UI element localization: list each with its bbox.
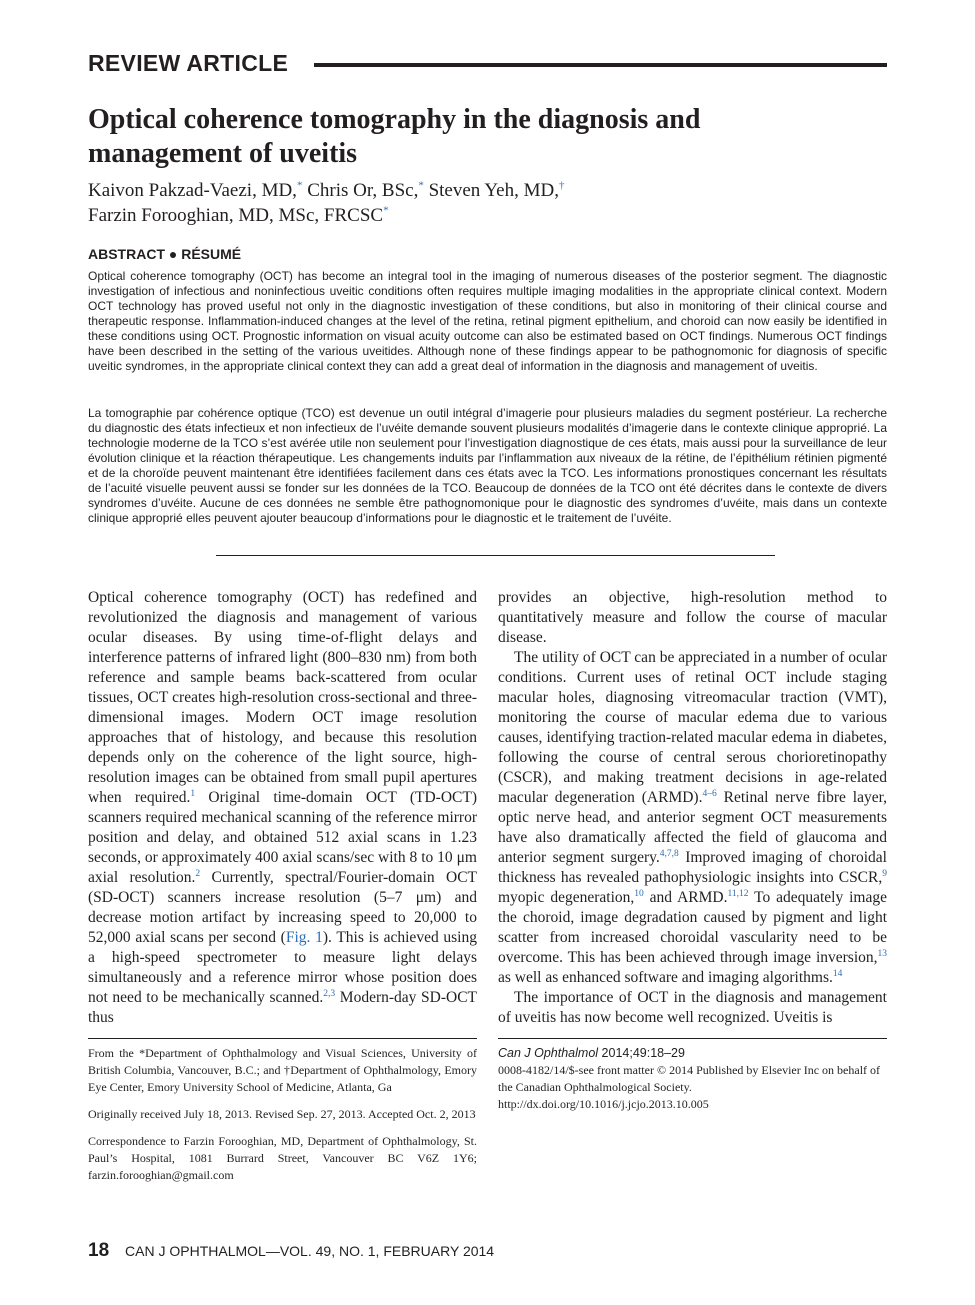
text-run: as well as enhanced software and imaging algorithms. — [498, 969, 833, 986]
publication-info — [498, 1045, 887, 1113]
reference-link[interactable]: 2,3 — [323, 988, 336, 999]
page-number: 18 — [88, 1240, 110, 1261]
reference-link[interactable]: 9 — [882, 868, 887, 879]
body-paragraph: The importance of OCT in the diagnosis and management of uveitis has now become well recognized. Uveitis is — [498, 989, 887, 1026]
abstract-heading: ABSTRACT ● RÉSUMÉ — [88, 246, 242, 262]
doi-link[interactable]: http://dx.doi.org/10.1016/j.jcjo.2013.10.005 — [498, 1097, 709, 1111]
copyright-note: 0008-4182/14/$-see front matter © 2014 Published by Elsevier Inc on behalf of the Canadian Ophthalmological Society. — [498, 1063, 881, 1094]
author-name: Farzin Forooghian, MD, MSc, FRCSC — [88, 205, 384, 226]
author-affiliation-mark[interactable]: * — [296, 179, 303, 192]
author-list — [88, 178, 808, 228]
abstract-french: La tomographie par cohérence optique (TCO) est devenue un outil intégral d’imagerie pour plusieurs maladies du segment postérieur. La recherche du diagnostic des états infectieux et non infectieux de l’uvéite demande souvent plusieurs modalités d’imagerie dans le contexte clinique approprié. La technologie moderne de la TCO s’est avérée utile non seulement pour l’investigation diagnostique de ces états, mais aussi pour la surveillance de leur évolution clinique et la réaction thérapeutique. Les changements induits par l’inflammation aux niveaux de la rétine, de l’épithélium rétinien pigmenté et de la choroïde peuvent maintenant être identifiées facilement dans ces états avec la TCO. Les informations pronostiques concernant les résultats de l’acuité visuelle peuvent aussi se fonder sur les données de la TCO. Beaucoup de données de la TCO ont été décrites dans le contexte de divers syndromes d’uvéite. Aucune de ces données ne semble être pathognomonique pour le diagnostic des syndromes d’uvéite, mais dans un contexte clinique approprié elles peuvent ajouter beaucoup d’informations pour le diagnostic et le traitement de l’uvéite. — [88, 406, 887, 525]
received-note: Originally received July 18, 2013. Revised Sep. 27, 2013. Accepted Oct. 2, 2013 — [88, 1107, 476, 1121]
section-label: REVIEW ARTICLE — [88, 50, 289, 76]
author-affiliation-mark[interactable]: * — [383, 204, 389, 217]
author-name: Steven Yeh, MD, — [428, 180, 559, 201]
body-paragraph: provides an objective, high-resolution method to quantitatively measure and follow the course of macular disease. — [498, 589, 887, 646]
header-rule — [314, 63, 887, 67]
text-run: Improved imaging of choroidal thickness has revealed pathophysiologic insights into CSCR, — [498, 849, 887, 886]
author-affiliation-mark[interactable]: † — [558, 179, 565, 192]
journal-name: Can J Ophthalmol — [498, 1046, 599, 1060]
correspondence-note: Correspondence to Farzin Forooghian, MD, Department of Ophthalmology, St. Paul’s Hospital, 1081 Burrard Street, Vancouver BC V6Z 1Y6; farzin.forooghian@gmail.com — [88, 1134, 477, 1182]
body-paragraph — [88, 588, 477, 1028]
text-run: ). This is achieved using a high-speed spectrometer to measure light delays simultaneously and a reference mirror whose position does not need to be mechanically scanned. — [88, 929, 477, 1006]
author-name: Chris Or, BSc, — [307, 180, 419, 201]
reference-link[interactable]: 4–6 — [702, 788, 717, 799]
reference-link[interactable]: 11,12 — [727, 888, 749, 899]
text-run: Currently, spectral/Fourier-domain OCT (SD-OCT) scanners increase resolution (5–7 μm) and decrease motion artifact by increasing speed to 20,000 to 52,000 axial scans per second ( — [88, 869, 477, 946]
section-header — [88, 50, 888, 80]
running-footer: CAN J OPHTHALMOL—VOL. 49, NO. 1, FEBRUARY 2014 — [125, 1243, 495, 1259]
reference-link[interactable]: 2 — [195, 868, 201, 879]
page-footer — [88, 1240, 494, 1262]
reference-link[interactable]: 4,7,8 — [659, 848, 679, 859]
reference-link[interactable]: 10 — [634, 888, 644, 899]
author-affiliation-mark[interactable]: * — [418, 179, 424, 192]
text-run: Modern-day SD-OCT thus — [88, 989, 478, 1026]
text-run: Optical coherence tomography (OCT) has redefined and revolutionized the diagnosis and management of various ocular diseases. By using time-of-flight delays and interference patterns of infrared light (800–830 nm) from both reference and sample beams back-scattered from ocular tissues, OCT creates high-resolution cross-sectional and three-dimensional images. Modern OCT image resolution approaches that of histology, and because this resolution depends only on the coherence of the light source, high-resolution images can be obtained from small pupil apertures when required. — [88, 589, 477, 806]
text-run: Original time-domain OCT (TD-OCT) scanners required mechanical scanning of the reference mirror position and delay, and obtained 512 axial scans in 1.23 seconds, or approximately 400 axial scans/sec with 8 to 10 μm axial resolution. — [88, 789, 477, 886]
reference-link[interactable]: 13 — [877, 948, 887, 959]
pubinfo-divider — [498, 1038, 887, 1039]
figure-link[interactable]: Fig. 1 — [285, 929, 323, 946]
abstract-english: Optical coherence tomography (OCT) has become an integral tool in the imaging of numerous diseases of the posterior segment. The diagnostic investigation of infectious and noninfectious uveitic conditions often requires multiple imaging modalities in the appropriate clinical context. Modern OCT technology has proved useful not only in the diagnostic investigation of these conditions, but also in monitoring of their clinical course and therapeutic response. Inflammation-induced changes at the level of the retina, retinal pigment epithelium, and choroid can now easily be identified in these conditions using OCT. Prognostic information on visual acuity outcome can also be estimated based on OCT findings. Numerous OCT findings have been described in the setting of the various uveitides. Although none of these findings appear to be pathognomonic for diagnosis of specific uveitic syndromes, in the appropriate clinical context they can add a great deal of information in the diagnosis and management of uveitis. — [88, 269, 887, 373]
footnotes — [88, 1045, 477, 1194]
footnote-divider — [88, 1038, 477, 1039]
text-run: and ARMD. — [643, 889, 728, 906]
abstract-divider — [216, 555, 775, 556]
author-name: Kaivon Pakzad-Vaezi, MD, — [88, 180, 297, 201]
citation-text: 2014;49:18–29 — [598, 1046, 685, 1060]
article-title: Optical coherence tomography in the diagnosis and management of uveitis — [88, 104, 701, 169]
body-column-right — [498, 588, 887, 1028]
journal-citation — [498, 1045, 887, 1062]
body-column-left — [88, 588, 477, 1028]
reference-link[interactable]: 14 — [832, 968, 843, 979]
reference-link[interactable]: 1 — [190, 788, 196, 799]
text-run: myopic degeneration, — [498, 889, 635, 906]
text-run: Retinal nerve fibre layer, optic nerve head, and anterior segment OCT measurements have also dramatically affected the field of glaucoma and anterior segment surgery. — [498, 789, 887, 866]
text-run: To adequately image the choroid, image degradation caused by pigment and light scatter from increased choroidal vascularity need to be overcome. This has been achieved through image inversion, — [498, 889, 887, 966]
text-run: The utility of OCT can be appreciated in a number of ocular conditions. Current uses of retinal OCT include staging macular holes, diagnosing vitreomacular traction (VMT), monitoring the course of macular edema due to various causes, identifying traction-related macular edema in diabetes, following the course of central serous chorioretinopathy (CSCR), and making treatment decisions in age-related macular degeneration (ARMD). — [498, 649, 887, 806]
affiliation-note: From the *Department of Ophthalmology and Visual Sciences, University of British Columbia, Vancouver, B.C.; and †Department of Ophthalmology, Emory Eye Center, Emory University School of Medicine, Atlanta, Ga — [88, 1046, 477, 1094]
body-paragraph — [498, 648, 887, 988]
